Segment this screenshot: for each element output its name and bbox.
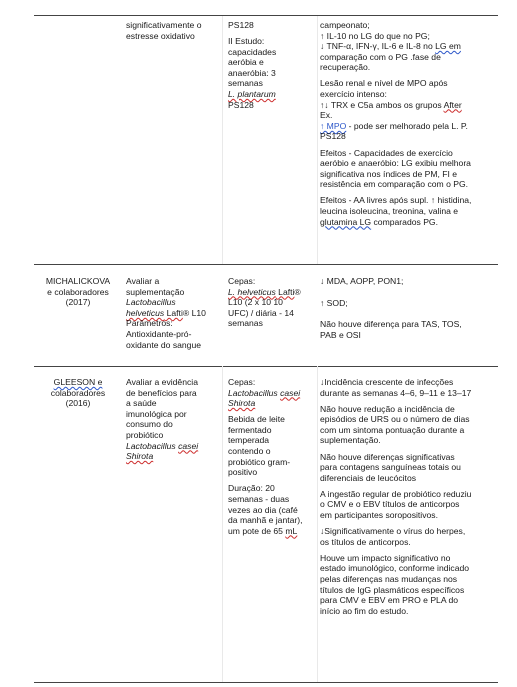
column-guide bbox=[222, 16, 223, 264]
text-line: PS128 bbox=[320, 131, 346, 142]
text-line: consumo do bbox=[126, 419, 173, 430]
text-line: contendo o bbox=[228, 446, 271, 457]
text-line: Antioxidante-pró- bbox=[126, 328, 192, 339]
table-bottom-border bbox=[34, 682, 498, 683]
text-line: Lesão renal e nível de MPO após bbox=[320, 78, 448, 89]
text-line: ↑ IL-10 no LG do que no PG; bbox=[320, 30, 430, 41]
text-line: aeróbia e bbox=[228, 57, 264, 68]
text-line: suplementação. bbox=[320, 435, 381, 446]
text-line: Efeitos - Capacidades de exercício bbox=[320, 147, 453, 158]
species-name: L. plantarum bbox=[228, 89, 276, 100]
text-line bbox=[320, 41, 496, 52]
text-line: fermentado bbox=[228, 424, 272, 435]
year: (2016) bbox=[65, 398, 91, 409]
text-line: II Estudo: bbox=[228, 36, 265, 47]
text-span: ↑↓ TRX e C5a ambos os grupos bbox=[320, 99, 444, 110]
text-line: colaboradores bbox=[50, 387, 106, 398]
text-line bbox=[126, 441, 218, 452]
text-line: os títulos de anticorpos. bbox=[320, 536, 411, 547]
text-line bbox=[320, 217, 496, 228]
text-line: probiótico bbox=[126, 429, 164, 440]
text-line: a saúde bbox=[126, 398, 157, 409]
text-line: para contagens sanguíneas totais ou bbox=[320, 462, 461, 473]
text-line: durante as semanas 4–6, 9–11 e 13–17 bbox=[320, 387, 472, 398]
text-line: diferenciais de leucócitos bbox=[320, 472, 417, 483]
column-guide bbox=[317, 366, 318, 682]
text-line: em participantes soropositivos. bbox=[320, 510, 438, 521]
text-line: semanas bbox=[228, 78, 263, 89]
text-line bbox=[228, 526, 316, 537]
row2-author bbox=[36, 276, 120, 308]
row1-objective bbox=[126, 20, 218, 41]
row-divider bbox=[34, 366, 498, 367]
text-span: - pode ser melhorado pela L. P. bbox=[346, 120, 468, 131]
text-line: o CMV e o EBV títulos de anticorpos bbox=[320, 499, 460, 510]
flagged-text: ↑ MPO bbox=[320, 120, 347, 131]
text-line: campeonato; bbox=[320, 20, 370, 30]
text-line: episódios de URS ou o número de dias bbox=[320, 414, 470, 425]
text-line: Houve um impacto significativo no bbox=[320, 552, 451, 563]
text-line: imunológica por bbox=[126, 408, 187, 419]
flagged-text: Lafti bbox=[164, 307, 183, 318]
text-line: comparação com o PG .fase de bbox=[320, 51, 441, 62]
text-line: estresse oxidativo bbox=[126, 30, 195, 41]
row-divider bbox=[34, 264, 498, 265]
text-line: suplementação bbox=[126, 286, 185, 297]
text-line: significativamente o bbox=[126, 20, 202, 30]
text-line: PS128 bbox=[228, 20, 254, 30]
text-line: A ingestão regular de probiótico reduziu bbox=[320, 488, 472, 499]
text-line: pelas diferenças nas mudanças nos bbox=[320, 574, 458, 584]
flagged-text: After bbox=[443, 99, 462, 110]
text-line: positivo bbox=[228, 467, 258, 478]
column-guide bbox=[222, 366, 223, 682]
text-line: títulos de IgG plasmáticos específicos bbox=[320, 584, 465, 595]
flagged-text: helveticus bbox=[126, 307, 165, 318]
text-line: Parâmetros: bbox=[126, 318, 173, 329]
author-name: MICHALICKOVA bbox=[45, 276, 111, 286]
flagged-text: glutamina LG bbox=[320, 216, 372, 227]
row3-results bbox=[320, 377, 496, 616]
text-span: ® L10 bbox=[182, 307, 206, 318]
flagged-text: casei bbox=[178, 440, 199, 451]
text-line: semanas bbox=[228, 318, 263, 329]
text-line: exercício intenso: bbox=[320, 89, 387, 100]
text-line: probiótico gram- bbox=[228, 456, 291, 467]
text-line: UFC) / diária - 14 bbox=[228, 307, 294, 318]
text-line: Duração: 20 bbox=[228, 483, 275, 494]
text-line: Cepas: bbox=[228, 377, 256, 387]
flagged-text: Lafti bbox=[275, 286, 295, 297]
column-guide bbox=[317, 16, 318, 264]
text-line bbox=[320, 100, 496, 111]
text-line: ↑ SOD; bbox=[320, 297, 348, 308]
text-line: ↓Significativamente o vírus do herpes, bbox=[320, 526, 466, 537]
text-line: Não houve diferença para TAS, TOS, bbox=[320, 319, 462, 330]
text-line: Ex. bbox=[320, 110, 333, 121]
year: (2017) bbox=[65, 297, 91, 308]
row3-objective bbox=[126, 377, 218, 462]
text-line: Não houve diferenças significativas bbox=[320, 451, 455, 462]
row3-strains bbox=[228, 377, 316, 536]
text-line: L10 (2 x 10 10 bbox=[228, 297, 283, 308]
flagged-text: mL bbox=[285, 525, 298, 536]
text-line: Avaliar a evidência bbox=[126, 377, 198, 387]
row2-results bbox=[320, 276, 496, 340]
text-line: vezes ao dia (café bbox=[228, 504, 298, 515]
text-line bbox=[320, 121, 496, 132]
text-line: Efeitos - AA livres após supl. ↑ histidina, bbox=[320, 195, 472, 206]
text-line: e colaboradores bbox=[47, 286, 109, 297]
text-line: de benefícios para bbox=[126, 387, 197, 398]
text-span: ↓ TNF-α, IFN-γ, IL-6 e IL-8 no bbox=[320, 41, 436, 52]
text-line: recuperação. bbox=[320, 62, 371, 73]
species-name: Lactobacillus bbox=[126, 440, 179, 451]
text-line: capacidades bbox=[228, 46, 277, 57]
text-line: estado imunológico, conforme indicado bbox=[320, 563, 470, 574]
text-line: significativa nos índices de PM, FI e bbox=[320, 168, 458, 179]
flagged-text: casei bbox=[280, 387, 301, 398]
text-line: aeróbio e anaeróbio: LG exibiu melhora bbox=[320, 158, 471, 169]
text-line: para CMV e EBV em PRO e PLA do bbox=[320, 595, 459, 606]
row3-author bbox=[36, 377, 120, 409]
species-name: Lactobacillus bbox=[228, 387, 281, 398]
row2-strains bbox=[228, 276, 316, 329]
text-line: com um sintoma pontuação durante a bbox=[320, 424, 465, 435]
row2-objective bbox=[126, 276, 218, 350]
text-line: anaeróbia: 3 bbox=[228, 67, 276, 78]
flagged-text: Shirota bbox=[228, 398, 256, 409]
text-line: leucina isoleucina, treonina, valina e bbox=[320, 206, 459, 216]
row1-results bbox=[320, 20, 496, 227]
text-line: início ao fim do estudo. bbox=[320, 605, 409, 616]
table-top-border bbox=[34, 15, 498, 16]
text-line: ↓Incidência crescente de infecções bbox=[320, 377, 454, 387]
flagged-text: Shirota bbox=[126, 451, 154, 462]
text-line bbox=[228, 287, 316, 298]
text-line: Cepas: bbox=[228, 276, 256, 286]
text-line: semanas - duas bbox=[228, 493, 290, 504]
text-line: da manhã e jantar), bbox=[228, 515, 303, 526]
text-line: ↓ MDA, AOPP, PON1; bbox=[320, 276, 404, 286]
text-line: Bebida de leite bbox=[228, 414, 285, 425]
text-line: oxidante do sangue bbox=[126, 339, 202, 350]
author-name: GLEESON e bbox=[53, 377, 103, 387]
row1-strains bbox=[228, 20, 316, 110]
text-span: ® bbox=[294, 286, 301, 297]
text-line: temperada bbox=[228, 435, 270, 446]
text-line: Não houve redução a incidência de bbox=[320, 403, 455, 414]
text-line: Avaliar a bbox=[126, 276, 160, 286]
flagged-text: L. helveticus bbox=[228, 286, 276, 297]
text-line: resistência em comparação com o PG. bbox=[320, 179, 469, 190]
text-line: PAB e OSI bbox=[320, 329, 361, 340]
species-name: Lactobacillus bbox=[126, 297, 176, 308]
text-span: comparados PG. bbox=[371, 216, 438, 227]
text-span: um pote de 65 bbox=[228, 525, 286, 536]
text-line: PS128 bbox=[228, 99, 254, 110]
text-line bbox=[228, 388, 316, 399]
flagged-text: LG em bbox=[435, 41, 461, 52]
text-line bbox=[126, 308, 218, 319]
